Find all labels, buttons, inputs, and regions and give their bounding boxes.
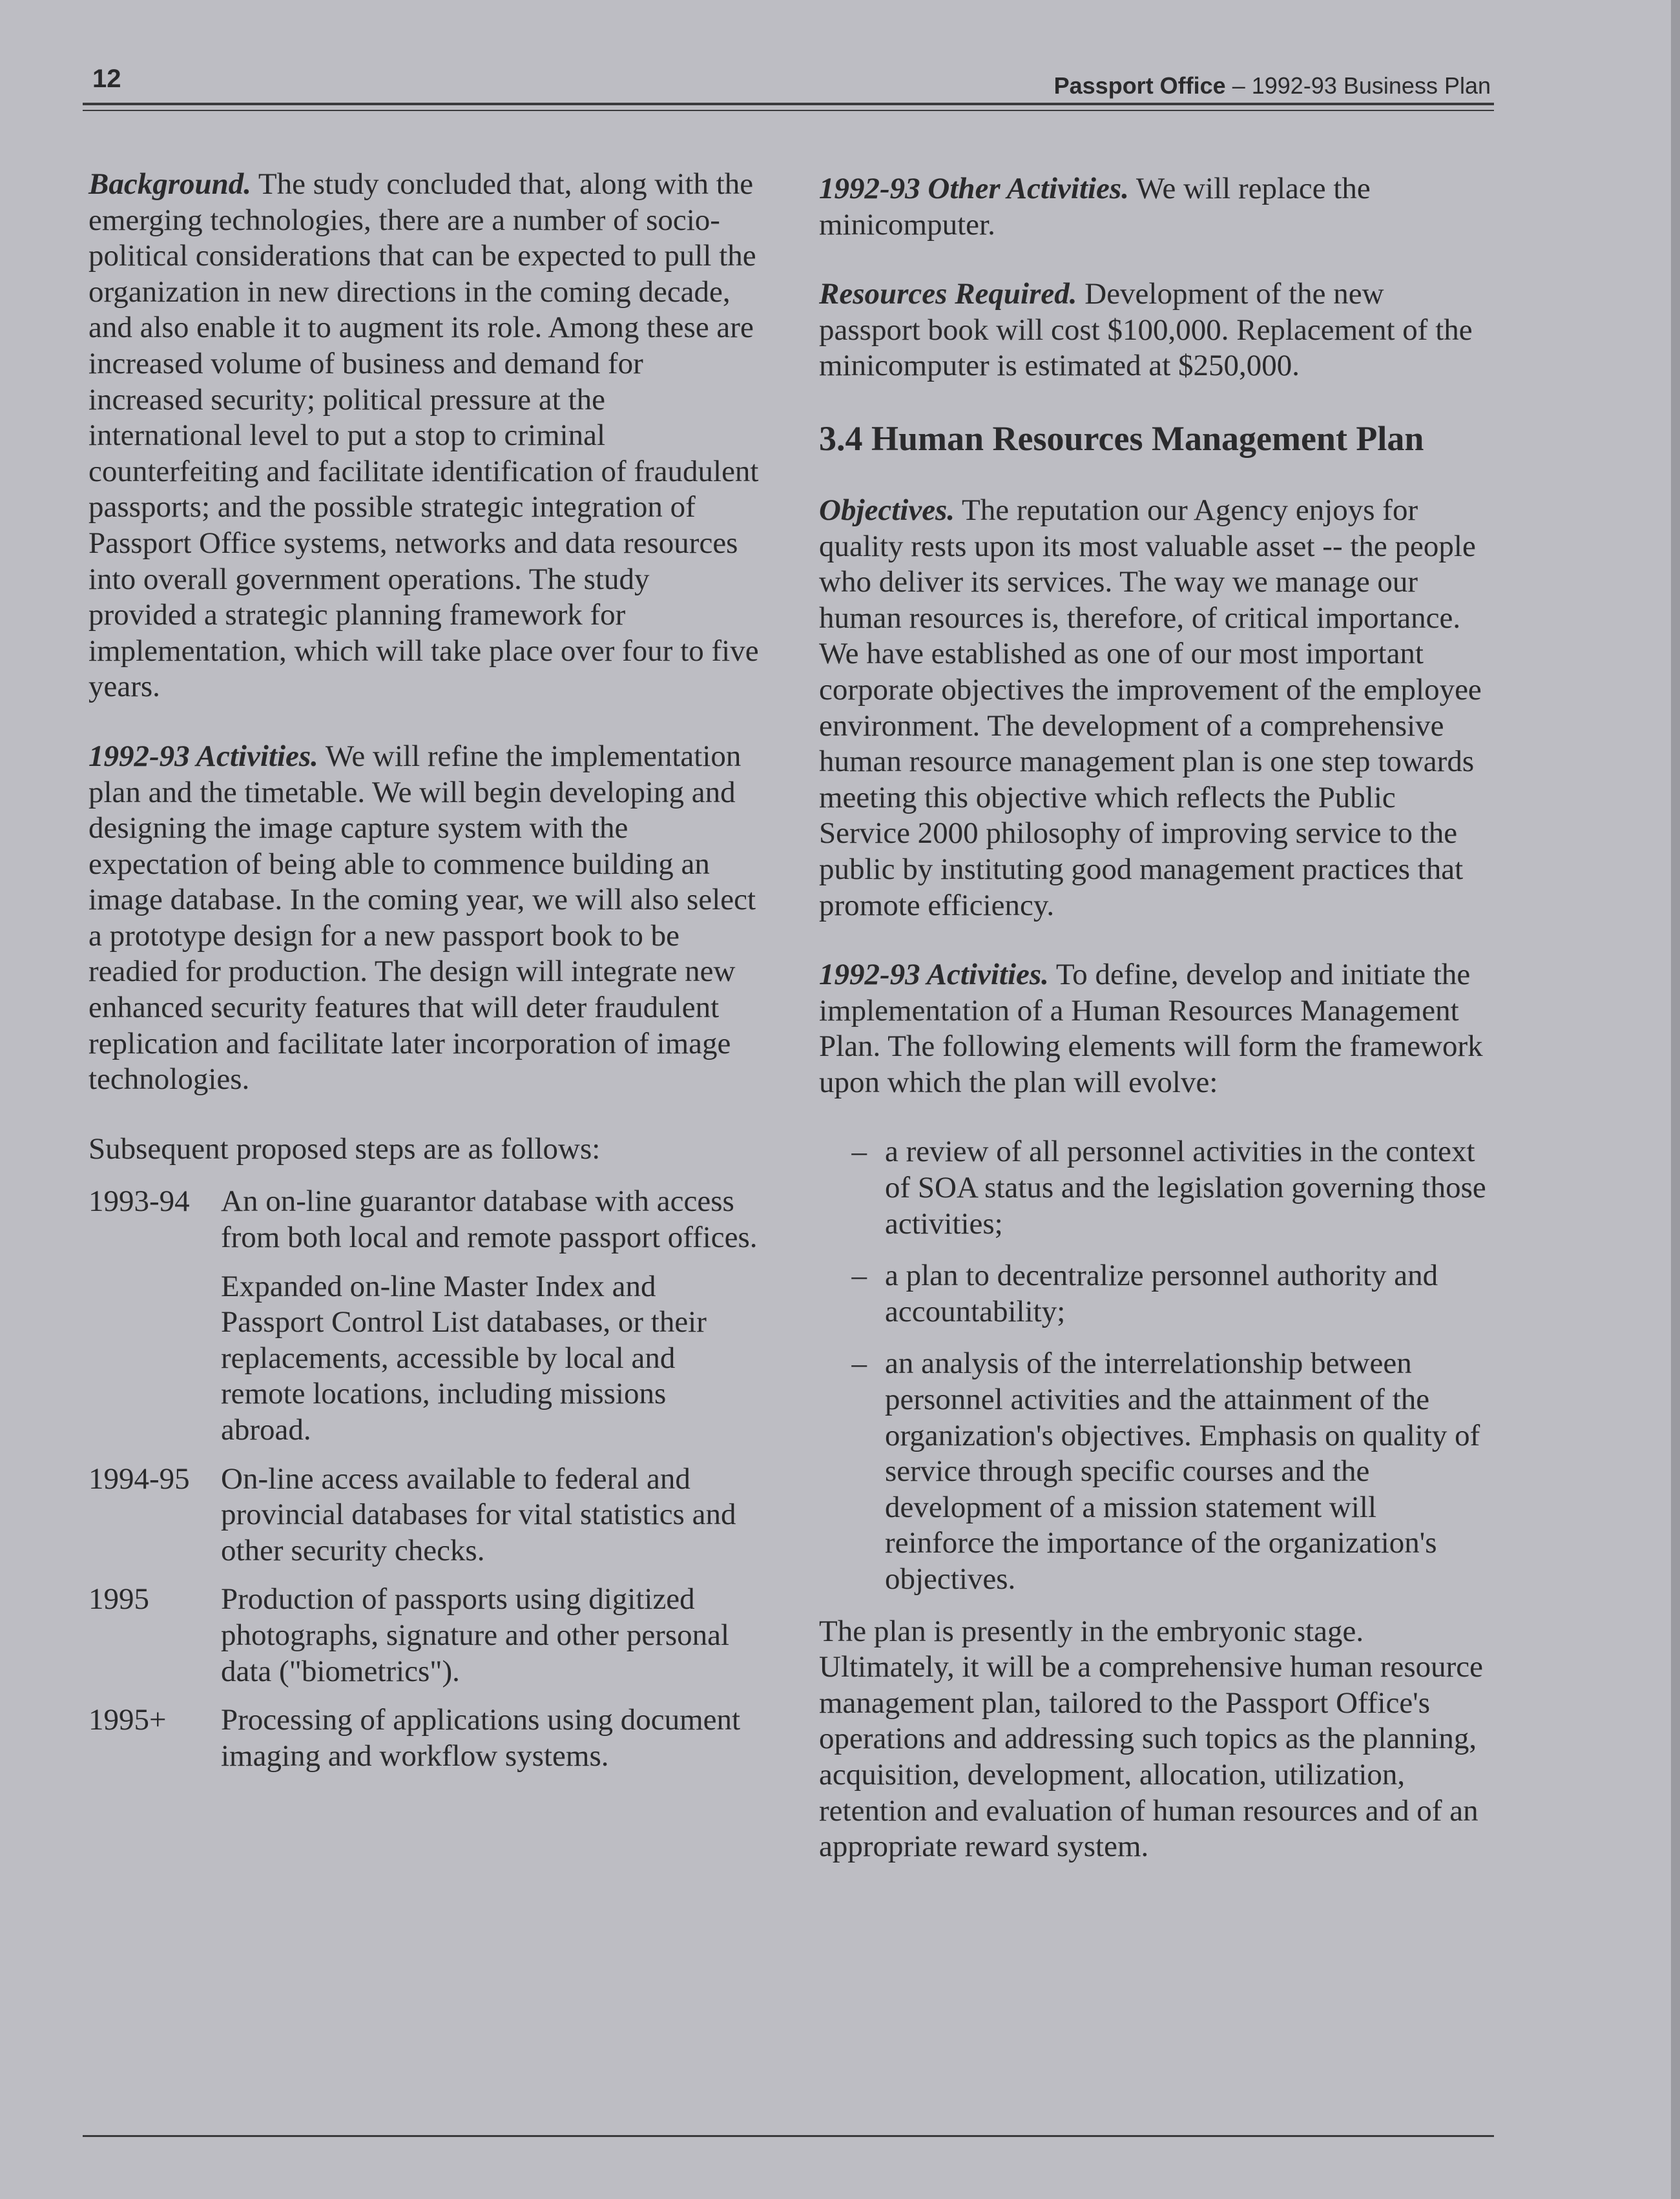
step-body [221,1582,760,1689]
step-item [88,1582,760,1689]
step-item [88,1461,760,1569]
step-text: An on-line guarantor database with access from both local and remote passport offices. [221,1184,758,1255]
hr-activities-paragraph [819,957,1491,1100]
step-text: On-line access available to federal and provincial databases for vital statistics and other security checks. [221,1461,736,1567]
activities-paragraph [88,739,760,1098]
list-item-text: a review of all personnel activities in the context of SOA status and the legislation governing those activities; [885,1135,1486,1241]
hr-activities-lead: 1992-93 Activities. [819,958,1049,992]
dash-marker: – [851,1347,867,1381]
other-activities-paragraph [819,171,1491,243]
objectives-lead: Objectives. [819,493,955,527]
activities-text: We will refine the implementation plan and the timetable. We will begin developing and designing the image capture system with the expectation of being able to commence building an image database. In the coming year, we will also select a prototype design for a new passport book to be readied for production. The design will integrate new enhanced security features that will deter fraudulent replication and facilitate later incorporation of image technologies. [88,739,756,1097]
activities-lead: 1992-93 Activities. [88,739,318,773]
steps-list [88,1184,760,1774]
header-rule-thin [83,110,1494,111]
step-year: 1995+ [88,1703,167,1737]
left-column [88,167,760,1787]
header-rule-thick [83,103,1494,105]
step-text: Processing of applications using document imaging and workflow systems. [221,1703,741,1773]
step-item [88,1184,760,1448]
list-item [819,1134,1491,1242]
step-item [88,1702,760,1774]
background-lead: Background. [88,167,252,201]
hr-activities-text: To define, develop and initiate the implementation of a Human Resources Management Plan. The following elements will form the framework upon which the plan will evolve: [819,958,1483,1099]
resources-text: Development of the new passport book will cost $100,000. Replacement of the minicomputer is estimated at $250,000. [819,277,1473,383]
page-edge [1671,0,1680,2199]
list-item-text: a plan to decentralize personnel authority and accountability; [885,1259,1438,1328]
background-paragraph [88,167,760,705]
steps-intro: Subsequent proposed steps are as follows: [88,1131,601,1166]
footer-rule [83,2135,1494,2137]
dash-marker: – [851,1135,867,1169]
step-text: Production of passports using digitized photographs, signature and other personal data ("biometrics"). [221,1582,730,1688]
section-heading: 3.4 Human Resources Management Plan [819,418,1424,458]
background-text: The study concluded that, along with the emerging technologies, there are a number of socio-political considerations that can be expected to pull the organization in new directions in the coming decade, and also enable it to augment its role. Among these are increased volume of business and demand for increased security; political pressure at the international level to put a stop to criminal counterfeiting and facilitate identification of fraudulent passports; and the possible strategic integration of Passport Office systems, networks and data resources into overall government operations. The study provided a strategic planning framework for implementation, which will take place over four to five years. [88,167,759,704]
resources-lead: Resources Required. [819,277,1077,311]
step-year: 1993-94 [88,1184,190,1219]
running-header-bold: Passport Office [1053,72,1226,99]
list-item [819,1258,1491,1330]
step-body [221,1702,760,1774]
framework-list [819,1134,1491,1597]
closing-paragraph: The plan is presently in the embryonic stage. Ultimately, it will be a comprehensive human resource management plan, tailored to the Passport Office's operations and addressing such topics as the planning, acquisition, development, allocation, utilization, retention and evaluation of human resources and of an appropriate reward system. [819,1614,1484,1864]
step-body [221,1461,760,1569]
step-year: 1995 [88,1582,149,1616]
right-column [819,171,1491,1865]
objectives-paragraph [819,493,1491,924]
running-header-rest: – 1992-93 Business Plan [1225,72,1491,99]
step-body [221,1184,760,1448]
list-item-text: an analysis of the interrelationship between personnel activities and the attainment of the organization's objectives. Emphasis on quality of service through specific courses and the development of a mission statement will reinforce the importance of the organization's objectives. [885,1347,1480,1596]
other-activities-lead: 1992-93 Other Activities. [819,172,1129,205]
page-number: 12 [92,65,121,93]
resources-paragraph [819,276,1491,384]
dash-marker: – [851,1259,867,1293]
other-activities-text: We will replace the minicomputer. [819,172,1371,242]
step-year: 1994-95 [88,1461,190,1496]
running-header [1054,72,1491,99]
objectives-text: The reputation our Agency enjoys for quality rests upon its most valuable asset -- the people who deliver its services. The way we manage our human resources is, therefore, of critical importance. We have established as one of our most important corporate objectives the improvement of the employee environment. The development of a comprehensive human resource management plan is one step towards meeting this objective which reflects the Public Service 2000 philosophy of improving service to the public by instituting good management practices that promote efficiency. [819,493,1482,922]
list-item [819,1346,1491,1597]
step-text: Expanded on-line Master Index and Passport Control List databases, or their replacements, accessible by local and remote locations, including missions abroad. [221,1269,707,1447]
